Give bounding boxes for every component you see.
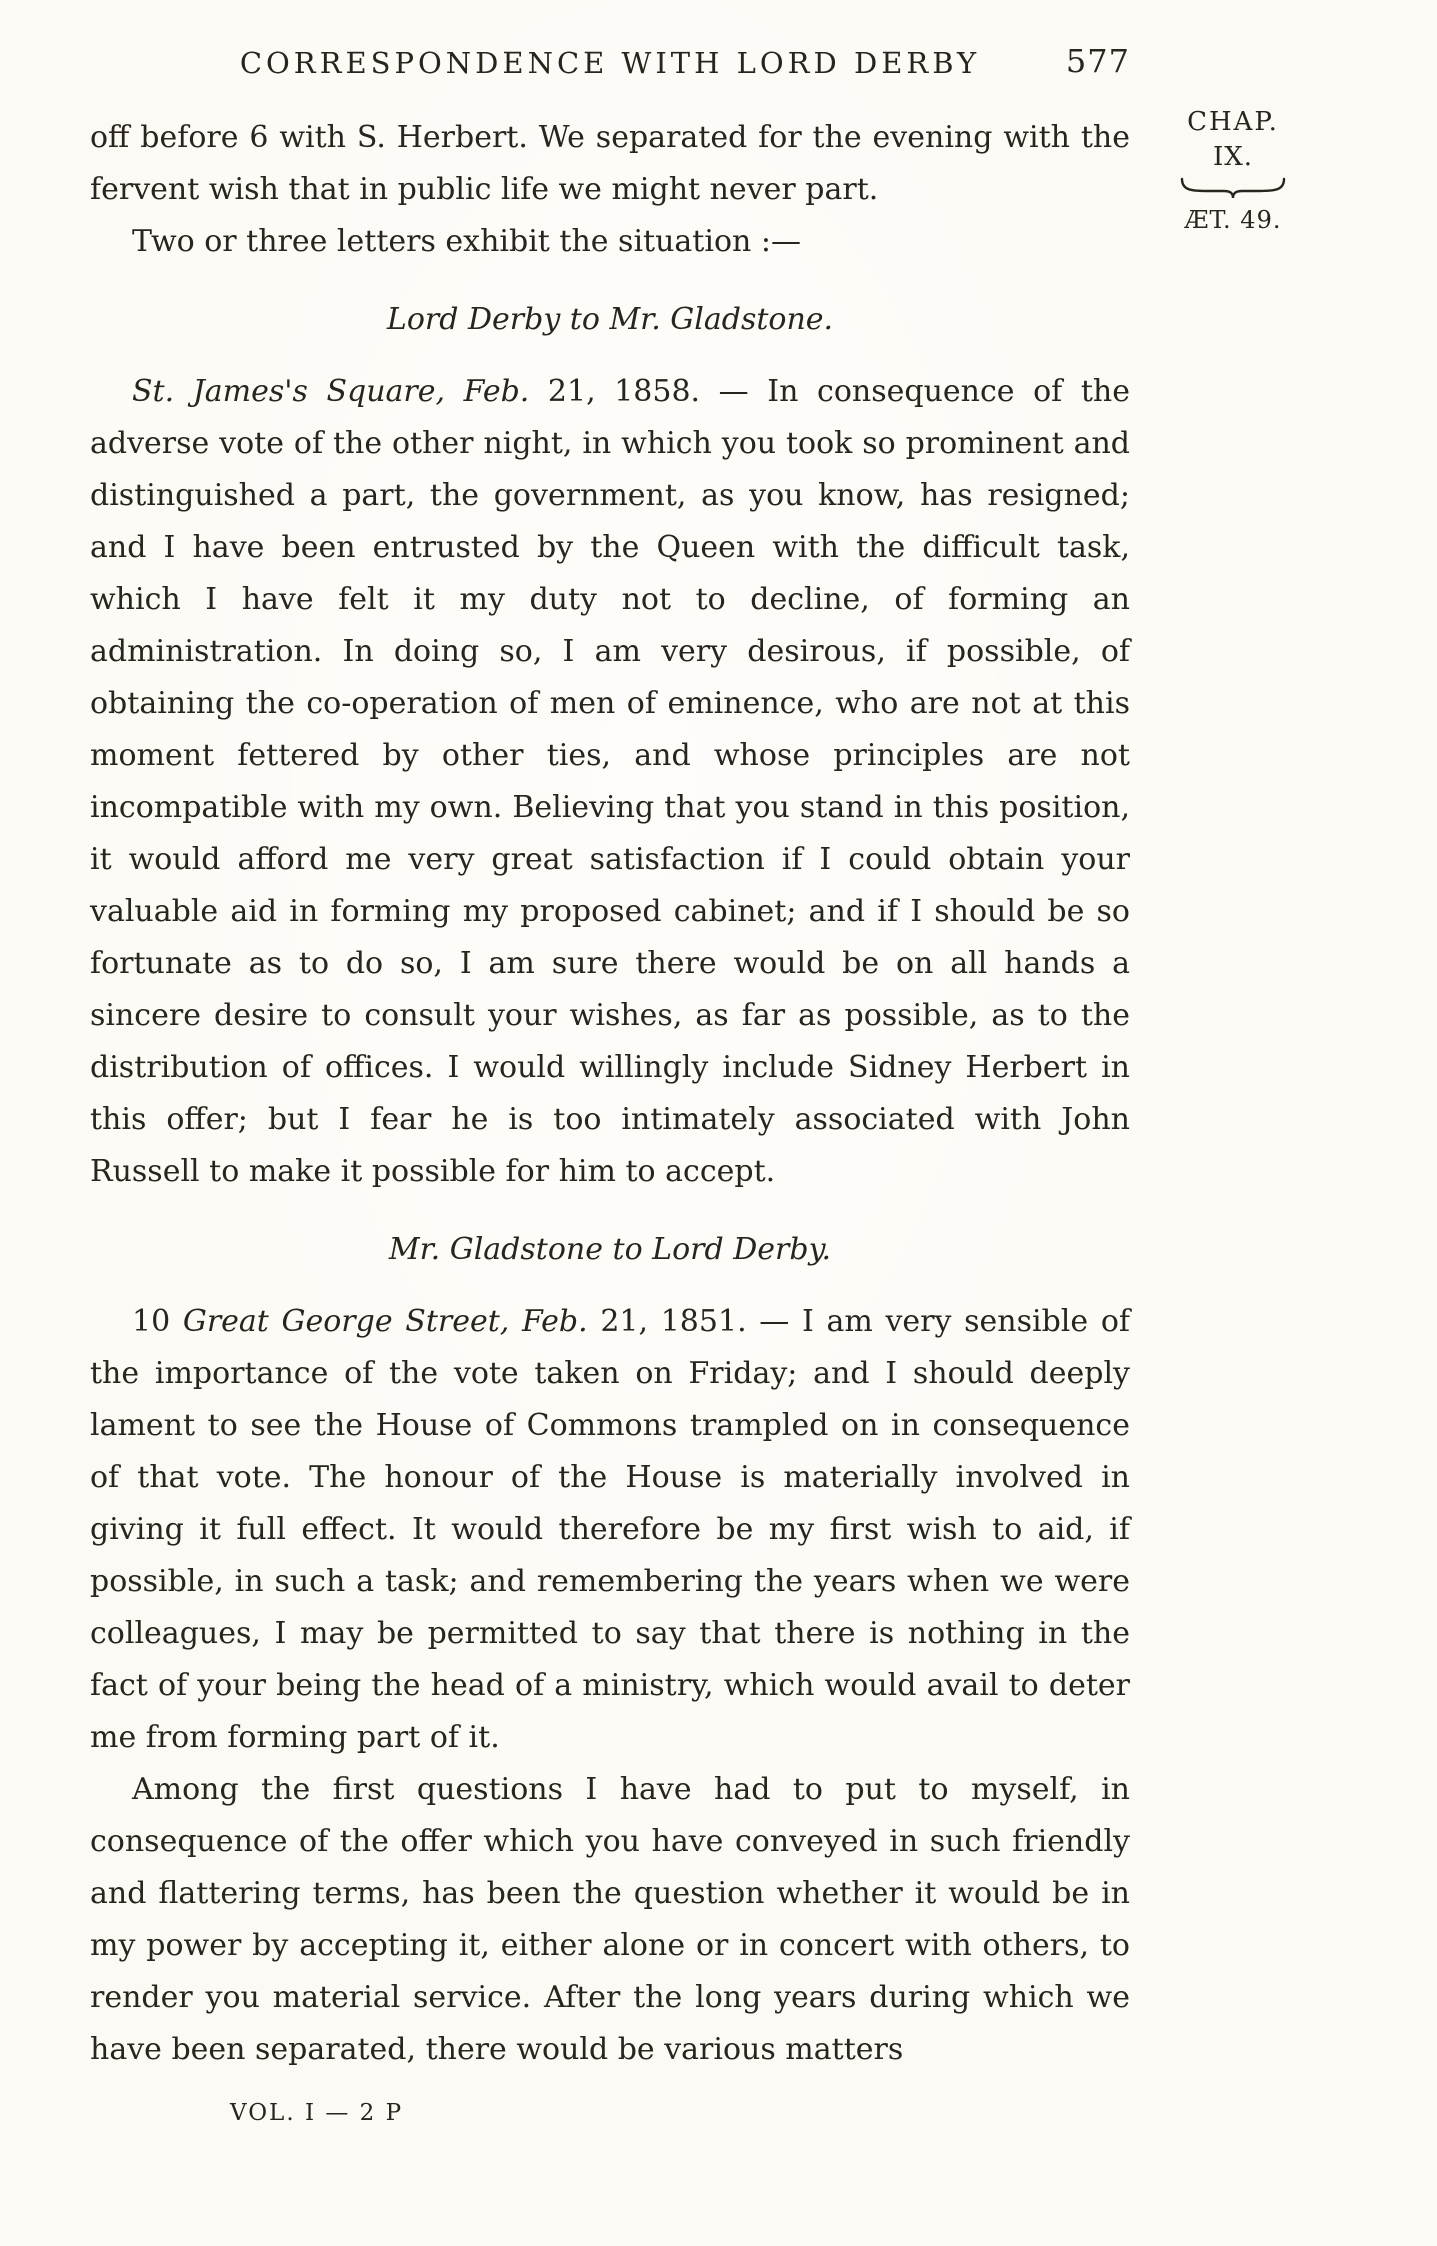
text-run: 21, 1858. — In consequence of the adverse vote of the other night, in which you took so prominent and distinguished a part, the government, as you know, has resigned; and I have been entrusted by the Queen with the difficult task, which I have felt it my duty not to decline, of forming an administration. In doing so, I am very desirous, if possible, of obtaining the co-operation of men of eminence, who are not at this moment fettered by other ties, and whose principles are not incompatible with my own. Believing that you stand in this position, it would afford me very great satisfaction if I could obtain your valuable aid in forming my proposed cabinet; and if I should be so fortunate as to do so, I am sure there would be on all hands a sincere desire to consult your wishes, as far as possible, as to the distribution of offices. I would willingly include Sidney Herbert in this offer; but I fear he is too intimately associated with John Russell to make it possible for him to accept. (90, 374, 1130, 1189)
text-column (90, 42, 1130, 2126)
aetat-note: ÆT. 49. (1184, 206, 1282, 234)
volume-signature: VOL. I — 2 P (230, 2100, 404, 2126)
letter-heading (90, 1224, 1130, 1276)
chapter-numeral: IX. (1212, 142, 1254, 172)
italic-text-run: Mr. Gladstone to Lord Derby. (388, 1232, 832, 1267)
running-header (90, 42, 1130, 92)
paragraph (90, 1764, 1130, 2076)
underbrace-ornament-icon (1177, 176, 1289, 200)
text-run: off before 6 with S. Herbert. We separated for the evening with the fervent wish that in public life we might never part. (90, 120, 1130, 207)
italic-text-run: St. James's Square, Feb. (132, 374, 530, 409)
margin-notes (1148, 104, 1318, 236)
paragraph (90, 216, 1130, 268)
text-run: 10 (132, 1304, 183, 1339)
italic-text-run: Great George Street, Feb. (182, 1304, 588, 1339)
text-run: Among the first questions I have had to put to myself, in consequence of the offer which you have conveyed in such friendly and flattering terms, has been the question whether it would be in my power by accepting it, either alone or in concert with others, to render you material service. After the long years during which we have been separated, there would be various matters (90, 1772, 1130, 2067)
page-body (90, 112, 1130, 2076)
page-number: 577 (1065, 42, 1130, 80)
italic-text-run: Lord Derby to Mr. Gladstone. (386, 302, 834, 337)
paragraph (90, 1296, 1130, 1764)
running-header-title: CORRESPONDENCE WITH LORD DERBY (239, 46, 981, 80)
chapter-label: CHAP. (1187, 107, 1279, 137)
paragraph (90, 112, 1130, 216)
letter-heading (90, 294, 1130, 346)
text-run: 21, 1851. — I am very sensible of the importance of the vote taken on Friday; and I should deeply lament to see the House of Commons trampled on in consequence of that vote. The honour of the House is materially involved in giving it full effect. It would therefore be my first wish to aid, if possible, in such a task; and remembering the years when we were colleagues, I may be permitted to say that there is nothing in the fact of your being the head of a ministry, which would avail to deter me from forming part of it. (90, 1304, 1130, 1755)
text-run: Two or three letters exhibit the situation :— (132, 224, 801, 259)
paragraph (90, 366, 1130, 1198)
